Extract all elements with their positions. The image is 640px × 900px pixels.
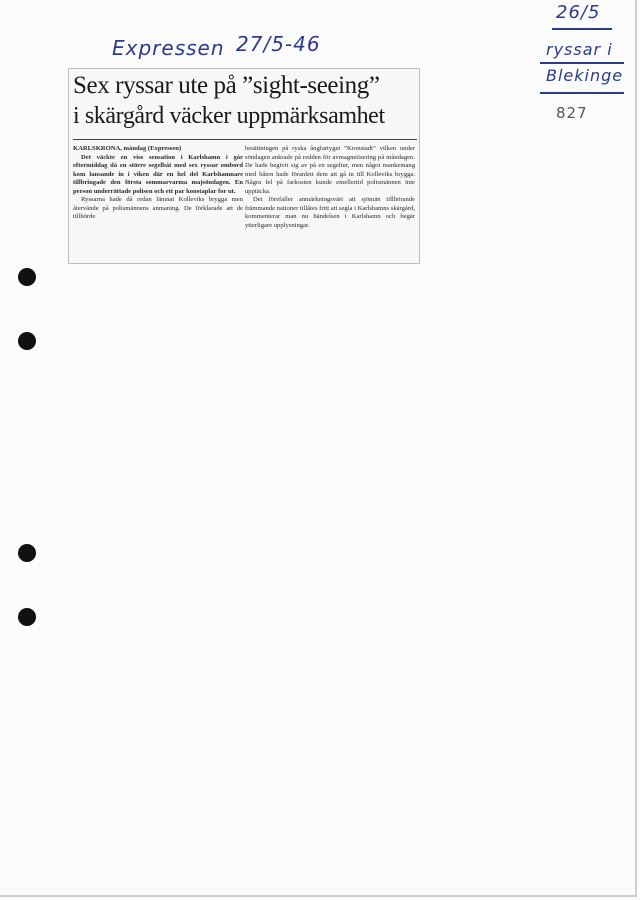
handwritten-margin-topic-2: Blekinge: [546, 66, 624, 85]
punch-hole: [18, 608, 36, 626]
article-paragraph: Det förefaller anmärkningsvärt att sjömän tillhörande främmande nationer tillåtes fritt att segla i Karlshamns skärgård, kommenterar man nu händelsen i Karlshamn och begär ytterligare upplysningar.: [245, 196, 415, 229]
headline-line-1: Sex ryssar ute på ”sight-seeing”: [73, 72, 380, 99]
handwritten-margin-date: 26/5: [556, 2, 601, 23]
punch-hole: [18, 268, 36, 286]
article-paragraph: Ryssarna hade då redan lämnat Kolleviks brygga men återvände på polismännens anmaning. De förklarade att de tillhörde: [73, 196, 243, 220]
archive-number: 827: [556, 104, 588, 122]
headline-line-2: i skärgård väcker uppmärksamhet: [73, 103, 385, 129]
handwritten-source-date: 27/5-46: [236, 32, 321, 56]
dateline: KARLSKRONA, måndag (Expressen): [73, 145, 182, 152]
margin-underline: [540, 92, 624, 94]
handwritten-margin-topic-1: ryssar i: [546, 40, 613, 59]
headline: [73, 71, 417, 131]
article-paragraph: besättningen på ryska ångfartyget ”Kronstadt” vilken under söndagen ankrade på redden för avmagnetisering på måndagen. De hade begivit sig av på en segeltur, men något mankemang med båten hade föranlett dem att gå in till Kolleviks brygga. Några fel på farkosten kunde emellertid polismännen inte upptäcka.: [245, 145, 415, 195]
article-column-right: [245, 145, 415, 230]
newspaper-clipping: [68, 68, 420, 264]
headline-rule: [73, 139, 417, 140]
handwritten-source: Expressen: [112, 36, 225, 60]
article-paragraph: Det väckte en viss sensation i Karlshamn i går eftermiddag då en större segelbåt med sex ryssar ombord kom lansande in i viken där en hel del Karlshamnare tillbringade den första sommarvarma majsöndagen. En person underrättade polisen och ett par konstaplar for ut.: [73, 153, 243, 195]
punch-hole: [18, 332, 36, 350]
margin-underline: [540, 62, 624, 64]
margin-underline: [552, 28, 612, 30]
article-column-left: [73, 145, 243, 222]
punch-hole: [18, 544, 36, 562]
